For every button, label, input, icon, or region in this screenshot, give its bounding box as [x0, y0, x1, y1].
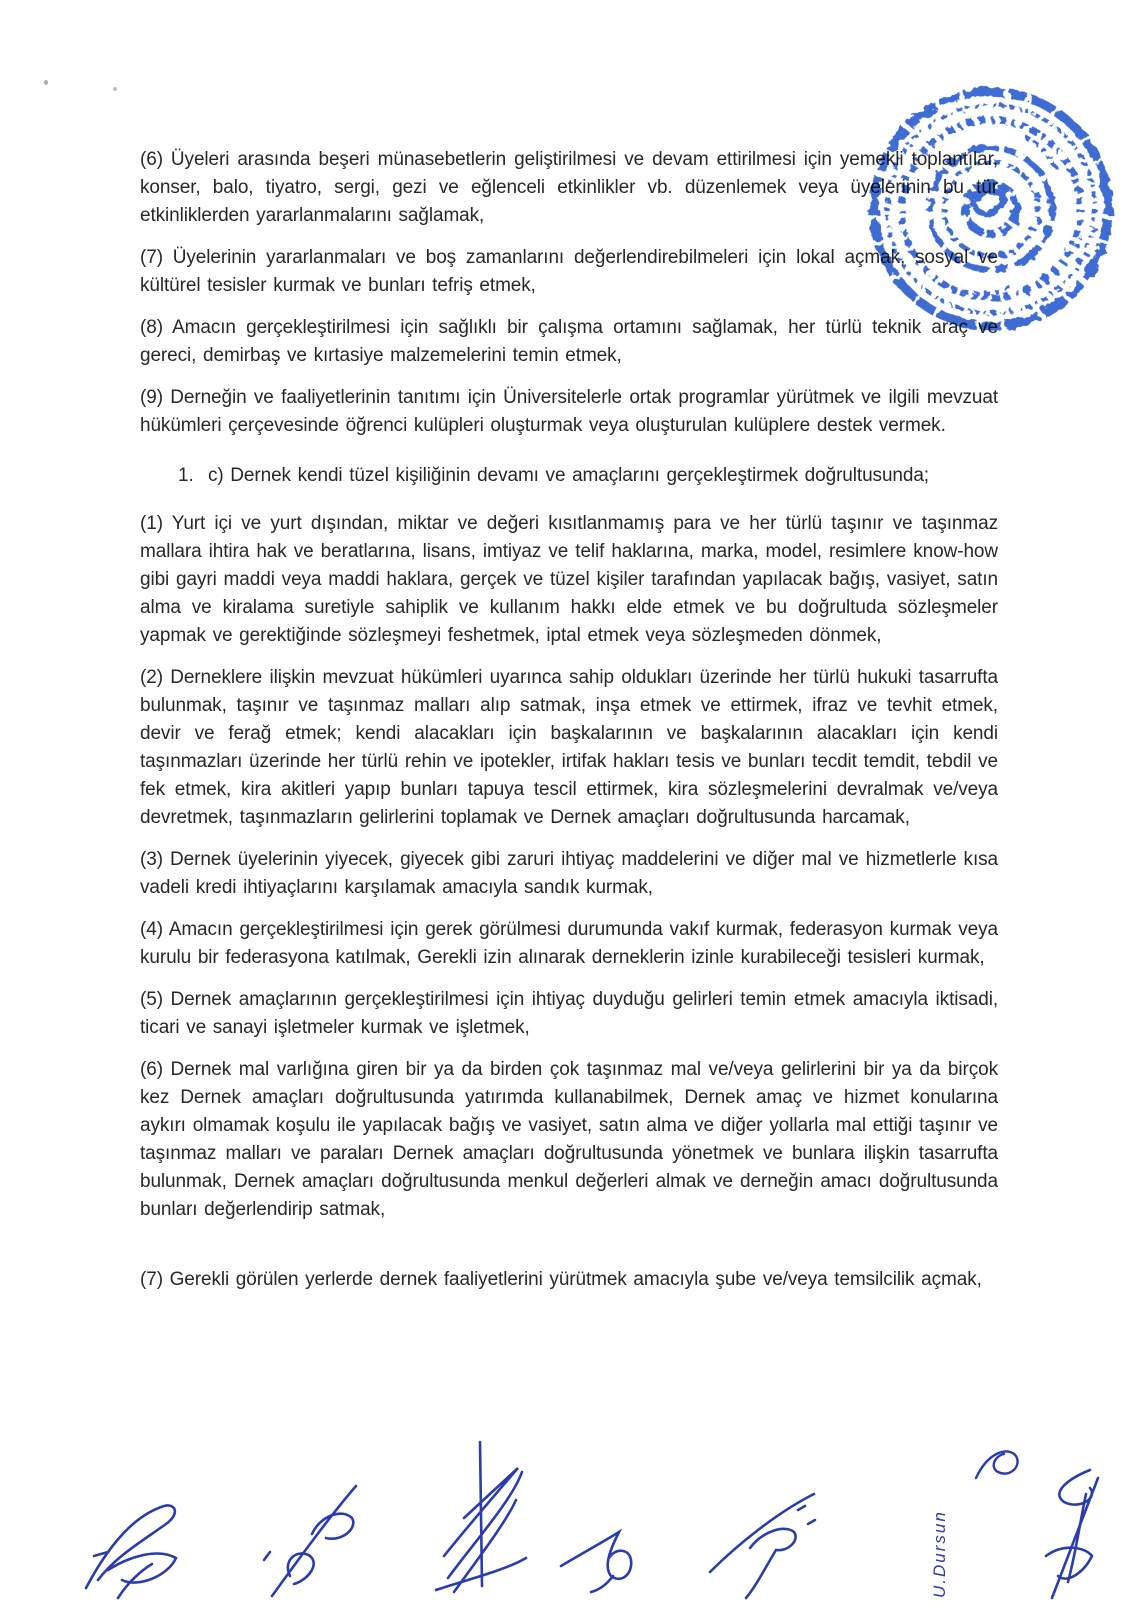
signature	[256, 1476, 382, 1602]
clause-number: 1.	[178, 465, 194, 486]
paragraph-activities-6: (6) Üyeleri arasında beşeri münasebetlerin geliştirilmesi ve devam ettirilmesi için yemekli toplantılar, konser, balo, tiyatro, sergi, gezi ve eğlenceli etkinlikler vb. düzenlemek veya üyelerinin bu tür etkinliklerden yararlanmalarını sağlamak,	[140, 149, 998, 226]
paragraph-activities-9: (9) Derneğin ve faaliyetlerinin tanıtımı için Üniversitelerle ortak programlar yürütmek ve ilgili mevzuat hükümleri çerçevesinde öğrenci kulüpleri oluşturmak veya oluşturulan kulüplere destek vermek.	[140, 387, 998, 436]
handwritten-name: U.Dursun	[930, 1510, 949, 1598]
paragraph-powers-2: (2) Derneklere ilişkin mevzuat hükümleri uyarınca sahip oldukları üzerinde her türlü hukuki tasarrufta bulunmak, taşınır ve taşınmaz malları alıp satmak, inşa etmek ve ettirmek, ifraz ve tevhit etmek, devir ve ferağ etmek; kendi alacakları için başkalarının ve başkalarının alacakları için kendi taşınmazları üzerinde her türlü rehin ve ipotekler, irtifak hakları tesis ve bunları tecdit temdit, tebdil ve fek etmek, kira akitleri yapıp bunları tapuya tescil ettirmek, kira sözleşmelerini devralmak ve/veya devretmek, taşınmazların gelirlerini toplamak ve Dernek amaçları doğrultusunda harcamak,	[140, 667, 998, 828]
scan-speck	[44, 80, 48, 85]
signature-with-name	[928, 1442, 1024, 1600]
document-body	[140, 146, 998, 1308]
signature	[698, 1486, 834, 1602]
signature	[1018, 1460, 1120, 1602]
paragraph-activities-7: (7) Üyelerinin yararlanmaları ve boş zamanlarını değerlendirebilmeleri için lokal açmak, sosyal ve kültürel tesisler kurmak ve bunları tefriş etmek,	[140, 247, 998, 296]
clause-text: c) Dernek kendi tüzel kişiliğinin devamı ve amaçlarını gerçekleştirmek doğrultusunda;	[208, 465, 929, 486]
scan-speck	[113, 87, 117, 91]
paragraph-powers-7: (7) Gerekli görülen yerlerde dernek faaliyetlerini yürütmek amacıyla şube ve/veya temsilcilik açmak,	[140, 1269, 982, 1290]
signature	[78, 1490, 198, 1602]
paragraph-powers-5: (5) Dernek amaçlarının gerçekleştirilmesi için ihtiyaç duyduğu gelirleri temin etmek amacıyla iktisadi, ticari ve sanayi işletmeler kurmak ve işletmek,	[140, 989, 998, 1038]
paragraph-powers-3: (3) Dernek üyelerinin yiyecek, giyecek gibi zaruri ihtiyaç maddelerini ve diğer mal ve hizmetlerle kısa vadeli kredi ihtiyaçlarını karşılamak amacıyla sandık kurmak,	[140, 849, 998, 898]
paragraph-powers-6: (6) Dernek mal varlığına giren bir ya da birden çok taşınmaz mal ve/veya gelirlerini bir ya da birçok kez Dernek amaçları doğrultusunda yatırımda kullanabilmek, Dernek amaç ve hizmet konularına aykırı olmamak koşulu ile yapılacak bağış ve vasiyet, satın alma ve diğer yollarla mal ettiği taşınır ve taşınmaz malları ve paraları Dernek amaçları doğrultusunda yönetmek ve bunlara ilişkin tasarrufta bulunmak, Dernek amaçları doğrultusunda menkul değerleri almak ve derneğin amacı doğrultusunda bunları değerlendirip satmak,	[140, 1059, 998, 1220]
paragraph-powers-1: (1) Yurt içi ve yurt dışından, miktar ve değeri kısıtlanmamış para ve her türlü taşınır ve taşınmaz mallara ihtira hak ve beratlarına, lisans, imtiyaz ve telif haklarına, marka, model, resimlere know-how gibi gayri maddi veya maddi haklara, gerçek ve tüzel kişiler tarafından yapılacak bağış, vasiyet, satın alma ve kiralama suretiyle sahiplik ve kullanım hakkı elde etmek ve bu doğrultuda sözleşmeler yapmak ve gerektiğinde sözleşmeyi feshetmek, iptal etmek veya sözleşmeden dönmek,	[140, 513, 998, 646]
paragraph-powers-4: (4) Amacın gerçekleştirilmesi için gerek görülmesi durumunda vakıf kurmak, federasyon kurmak veya kurulu bir federasyona katılmak, Gerekli izin alınarak derneklerin izinle kurabileceği tesisleri kurmak,	[140, 919, 998, 968]
signature-scribble	[970, 1440, 1024, 1494]
paragraph-activities-8: (8) Amacın gerçekleştirilmesi için sağlıklı bir çalışma ortamını sağlamak, her türlü teknik araç ve gereci, demirbaş ve kırtasiye malzemelerini temin etmek,	[140, 317, 998, 366]
clause-item-1c	[140, 462, 998, 490]
signature	[551, 1512, 651, 1598]
signature	[424, 1438, 536, 1606]
